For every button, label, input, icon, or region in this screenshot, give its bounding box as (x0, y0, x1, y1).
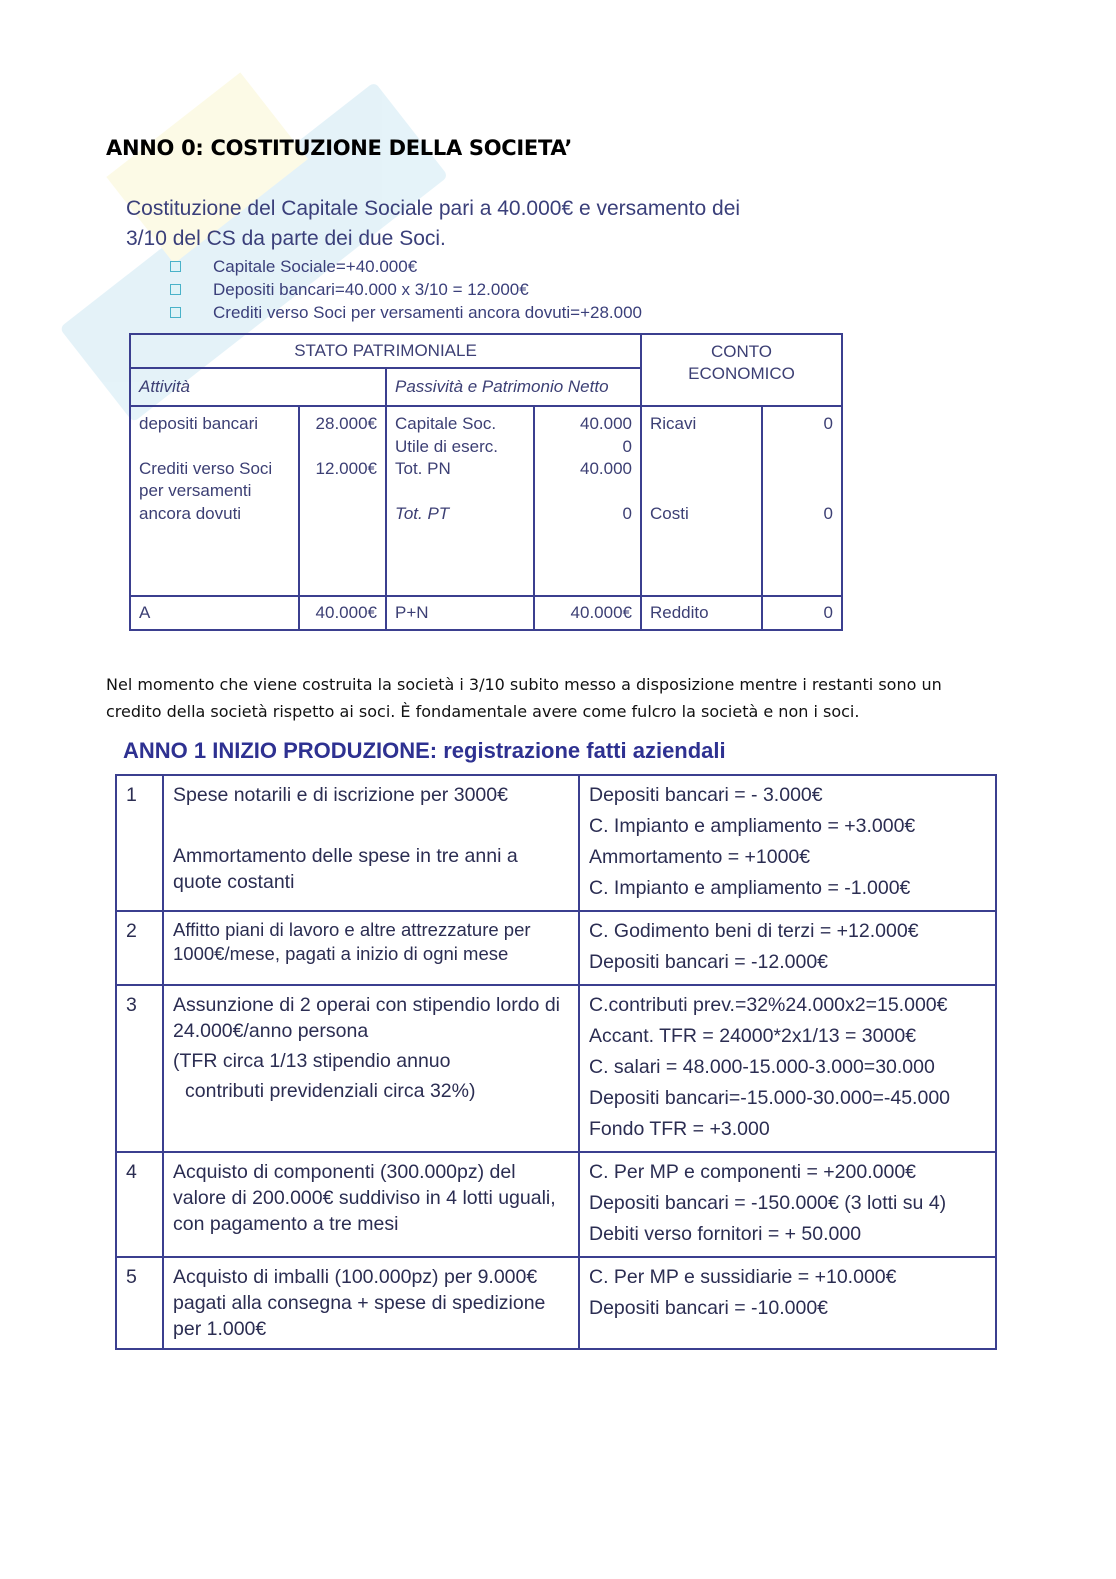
bullet-item (168, 278, 642, 301)
row-number: 2 (116, 911, 163, 985)
row-number: 5 (116, 1257, 163, 1349)
header-conto (641, 334, 842, 406)
bullet-text: Capitale Sociale=+40.000€ (213, 257, 418, 276)
header-conto-line: ECONOMICO (688, 364, 795, 383)
desc-text: Ammortamento delle spese in tre anni a quote costanti (173, 845, 518, 893)
header-stato: STATO PATRIMONIALE (130, 334, 641, 368)
explanation-paragraph (106, 671, 1006, 725)
entry-line: C. Per MP e sussidiarie = +10.000€ (589, 1266, 897, 1288)
header-passivita: Passività e Patrimonio Netto (386, 368, 641, 406)
cell-text: Capitale Soc. (395, 414, 497, 433)
cell-text: Utile di eserc. (395, 436, 498, 456)
paragraph-line: credito della società rispetto ai soci. È fondamentale avere come fulcro la società e non i soci. (106, 702, 860, 721)
entry-line: Depositi bancari = -12.000€ (589, 951, 829, 973)
row-entries (579, 911, 996, 985)
cell-text: Crediti verso Soci (139, 458, 273, 478)
entry-line: Accant. TFR = 24000*2x1/13 = 3000€ (589, 1025, 917, 1047)
cell-value: 0 (622, 503, 632, 523)
square-bullet-icon (170, 284, 181, 295)
cell-text: Costi (650, 503, 689, 523)
total-a-label: A (130, 596, 299, 630)
ce-labels (641, 406, 762, 596)
intro-line: Costituzione del Capitale Sociale pari a 40.000€ e versamento dei (126, 197, 741, 220)
desc-text: (TFR circa 1/13 stipendio annuo (173, 1050, 451, 1072)
paragraph-line: Nel momento che viene costruita la società i 3/10 subito messo a disposizione mentre i restanti sono un (106, 675, 942, 694)
table-row (116, 911, 996, 985)
entry-line: C. salari = 48.000-15.000-3.000=30.000 (589, 1056, 935, 1078)
square-bullet-icon (170, 261, 181, 272)
row-description (163, 1152, 579, 1257)
entry-line: Fondo TFR = +3.000 (589, 1118, 770, 1140)
row-entries (579, 1257, 996, 1349)
page-heading: ANNO 0: COSTITUZIONE DELLA SOCIETA’ (106, 136, 573, 160)
row-description (163, 775, 579, 911)
entry-line: Depositi bancari = -10.000€ (589, 1297, 829, 1319)
header-conto-line: CONTO (710, 342, 773, 361)
bullet-item (168, 255, 642, 278)
entry-line: Ammortamento = +1000€ (589, 846, 811, 868)
cell-text: Tot. PN (395, 459, 451, 478)
table-row (116, 1257, 996, 1349)
cell-text: Ricavi (650, 414, 697, 433)
attivita-labels (130, 406, 299, 596)
cell-value: 0 (823, 503, 833, 523)
table-row (116, 985, 996, 1152)
fatti-aziendali-table (115, 774, 997, 1350)
desc-text: Acquisto di imballi (100.000pz) per 9.000€ pagati alla consegna + spese di spedizione per 1.000€ (173, 1266, 546, 1340)
cell-value: 0 (622, 436, 632, 456)
row-entries (579, 985, 996, 1152)
row-description (163, 1257, 579, 1349)
desc-text: contributi previdenziali circa 32%) (185, 1080, 476, 1102)
row-entries (579, 1152, 996, 1257)
cell-value: 40.000 (580, 414, 632, 433)
stato-patrimoniale-table (129, 333, 843, 631)
entry-line: Debiti verso fornitori = + 50.000 (589, 1223, 862, 1245)
entry-line: Depositi bancari=-15.000-30.000=-45.000 (589, 1087, 951, 1109)
cell-text: depositi bancari (139, 414, 259, 433)
table-row (116, 775, 996, 911)
cell-value: 40.000 (580, 459, 632, 478)
bullet-list (168, 255, 642, 324)
anno1-title-rest: registrazione fatti aziendali (437, 738, 726, 763)
total-ce-value: 0 (762, 596, 842, 630)
anno1-title-bold: ANNO 1 INIZIO PRODUZIONE: (123, 738, 438, 763)
desc-text: Acquisto di componenti (300.000pz) del valore di 200.000€ suddiviso in 4 lotti uguali, con pagamento a tre mesi (173, 1161, 556, 1235)
cell-text: Tot. PT (395, 503, 450, 523)
desc-text: Affitto piani di lavoro e altre attrezzature per 1000€/mese, pagati a inizio di ogni mese (173, 919, 531, 964)
cell-value: 12.000€ (315, 458, 377, 478)
total-pn-value: 40.000€ (534, 596, 641, 630)
row-description (163, 911, 579, 985)
table-row (116, 1152, 996, 1257)
total-a-value: 40.000€ (299, 596, 386, 630)
row-description (163, 985, 579, 1152)
desc-text: Spese notarili e di iscrizione per 3000€ (173, 784, 508, 806)
row-number: 3 (116, 985, 163, 1152)
header-attivita: Attività (130, 368, 386, 406)
square-bullet-icon (170, 307, 181, 318)
ce-values (762, 406, 842, 596)
bullet-text: Depositi bancari=40.000 x 3/10 = 12.000€ (213, 280, 529, 299)
cell-value: 28.000€ (315, 414, 377, 433)
cell-text: ancora dovuti (139, 503, 242, 523)
entry-line: Depositi bancari = - 3.000€ (589, 784, 823, 806)
entry-line: C.contributi prev.=32%24.000x2=15.000€ (589, 994, 948, 1016)
cell-text: per versamenti (139, 481, 252, 500)
attivita-values (299, 406, 386, 596)
total-ce-label: Reddito (641, 596, 762, 630)
entry-line: C. Per MP e componenti = +200.000€ (589, 1161, 917, 1183)
passivita-values (534, 406, 641, 596)
row-number: 4 (116, 1152, 163, 1257)
entry-line: C. Impianto e ampliamento = -1.000€ (589, 877, 911, 899)
desc-text: Assunzione di 2 operai con stipendio lordo di 24.000€/anno persona (173, 994, 561, 1042)
total-pn-label: P+N (386, 596, 534, 630)
row-number: 1 (116, 775, 163, 911)
entry-line: Depositi bancari = -150.000€ (3 lotti su 4) (589, 1192, 947, 1214)
bullet-item (168, 301, 642, 324)
intro-line: 3/10 del CS da parte dei due Soci. (126, 227, 446, 250)
entry-line: C. Godimento beni di terzi = +12.000€ (589, 920, 919, 942)
row-entries (579, 775, 996, 911)
cell-value: 0 (823, 414, 833, 433)
bullet-text: Crediti verso Soci per versamenti ancora dovuti=+28.000 (213, 303, 643, 322)
anno1-title (123, 738, 726, 764)
intro-text (126, 194, 846, 254)
passivita-labels (386, 406, 534, 596)
entry-line: C. Impianto e ampliamento = +3.000€ (589, 815, 916, 837)
